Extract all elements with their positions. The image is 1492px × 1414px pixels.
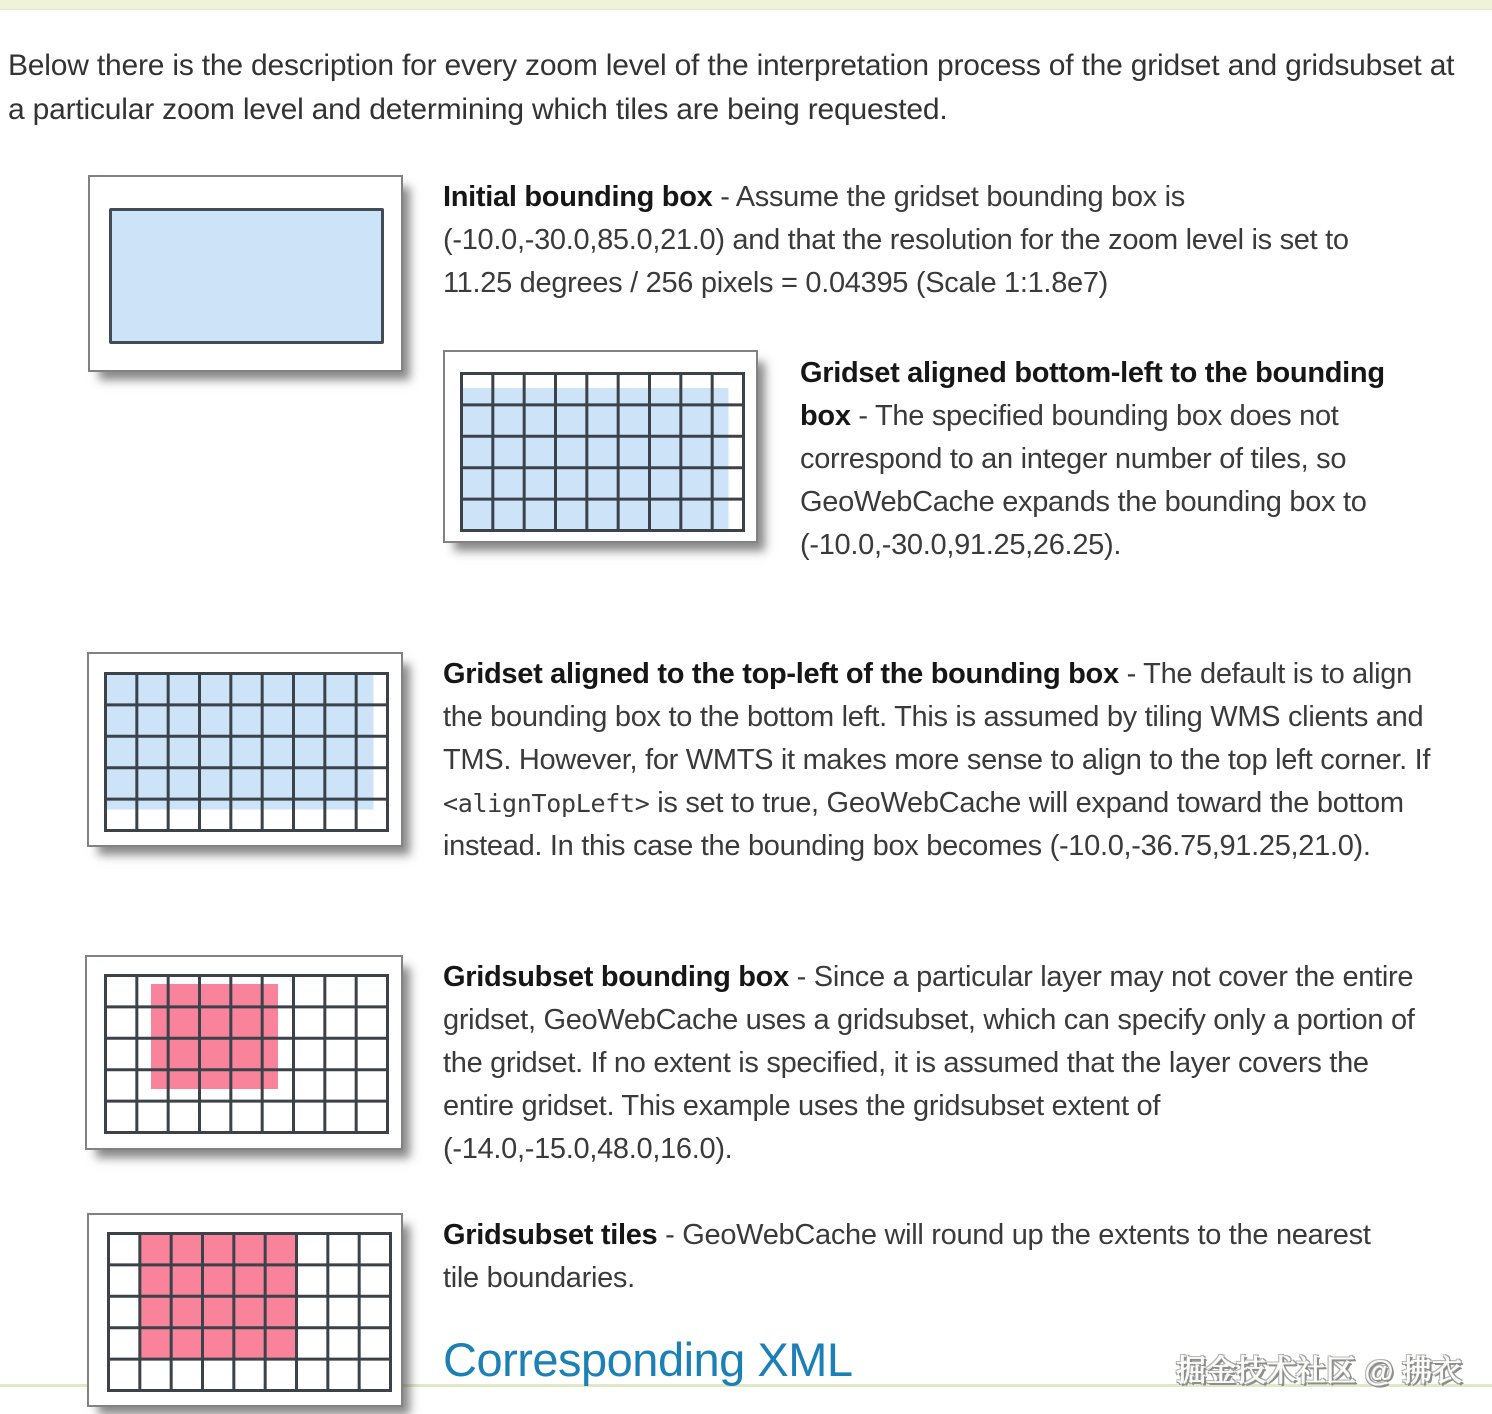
section-body-before-code: - The default is to align the bounding box to the bottom left. This is assumed by tiling WMS clients and TMS. However, for WMTS it makes more sense to align to the top left corner. If (443, 658, 1431, 776)
section-body: - Since a particular layer may not cover the entire gridset, GeoWebCache uses a gridsubset, which can specify only a portion of the gridset. If no extent is specified, it is assumed that the layer covers the entire gridset. This example uses the gridsubset extent of (-14.0,-15.0,48.0,16.0). (443, 961, 1415, 1165)
top-accent-bar (0, 0, 1492, 10)
section-body: - The specified bounding box does not correspond to an integer number of tiles, so GeoWebCache expands the bounding box to (-10.0,-30.0,91.25,26.25). (800, 400, 1367, 561)
section-title: Gridset aligned to the top-left of the bounding box (443, 658, 1119, 690)
align-top-left-code: <alignTopLeft> (443, 789, 650, 818)
section-body: - Assume the gridset bounding box is (-10.0,-30.0,85.0,21.0) and that the resolution for the zoom level is set to 11.25 degrees / 256 pixels = 0.04395 (Scale 1:1.8e7) (443, 181, 1349, 299)
bounding-box-rect (109, 208, 384, 344)
section-initial-bounding-box (443, 176, 1418, 305)
gridsubset-bounding-box-figure (85, 955, 403, 1150)
section-gridsubset-tiles (443, 1214, 1393, 1300)
corresponding-xml-heading: Corresponding XML (443, 1333, 853, 1386)
grid-top-left-svg (104, 672, 389, 832)
grid-bottom-left-svg (460, 372, 745, 532)
initial-bounding-box-figure (88, 175, 403, 372)
gridset-aligned-top-left-figure (87, 652, 403, 847)
section-gridsubset-bounding-box (443, 956, 1418, 1171)
watermark-text: 掘金技术社区 @ 拂衣 (1176, 1355, 1462, 1388)
intro-paragraph: Below there is the description for every zoom level of the interpretation process of the gridset and gridsubset at a particular zoom level and determining which tiles are being requested. (8, 49, 1455, 126)
section-title: Gridsubset bounding box (443, 961, 789, 993)
gridsubset-bbox-svg (104, 974, 389, 1134)
gridsubset-tiles-figure (87, 1213, 403, 1407)
section-title: Initial bounding box (443, 181, 713, 213)
gridsubset-tiles-svg (107, 1232, 392, 1392)
section-title: Gridsubset tiles (443, 1219, 658, 1251)
section-title: Gridset aligned bottom-left to the bounding box (800, 357, 1385, 432)
section-body: - GeoWebCache will round up the extents to the nearest tile boundaries. (443, 1219, 1371, 1294)
gridset-aligned-bottom-left-figure (443, 350, 758, 543)
section-body-after-code: is set to true, GeoWebCache will expand toward the bottom instead. In this case the bounding box becomes (-10.0,-36.75,91.25,21.0). (443, 787, 1404, 862)
section-gridset-bottom-left (800, 352, 1400, 567)
section-gridset-top-left (443, 653, 1438, 868)
